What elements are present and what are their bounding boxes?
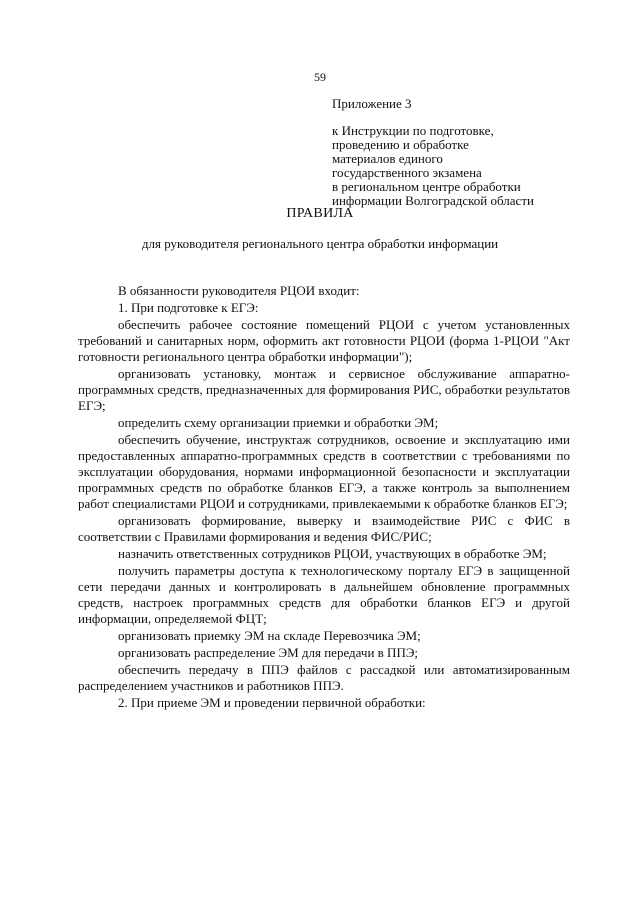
- paragraph: организовать установку, монтаж и сервисное обслуживание аппаратно-программных средств, предназначенных для формирования РИС, обработки результатов ЕГЭ;: [78, 366, 570, 413]
- appendix-line: информации Волгоградской области: [332, 193, 534, 208]
- paragraph: получить параметры доступа к технологическому порталу ЕГЭ в защищенной сети передачи данных и контролировать в дальнейшем обновление программных средств, настроек программных средств для обработки бланков ЕГЭ и другой информации, определяемой ФЦТ;: [78, 563, 570, 626]
- appendix-title: Приложение 3: [332, 96, 412, 111]
- paragraph: обеспечить передачу в ППЭ файлов с рассадкой или автоматизированным распределением участников и работников ППЭ.: [78, 662, 570, 693]
- section-heading-2: 2. При приеме ЭМ и проведении первичной обработки:: [118, 695, 426, 710]
- paragraph: организовать приемку ЭМ на складе Перевозчика ЭМ;: [118, 628, 421, 643]
- paragraph: определить схему организации приемки и обработки ЭМ;: [118, 415, 439, 430]
- paragraph: назначить ответственных сотрудников РЦОИ, участвующих в обработке ЭМ;: [118, 546, 547, 561]
- paragraph: обеспечить обучение, инструктаж сотрудников, освоение и эксплуатацию ими предоставленных аппаратно-программных средств в соответствии с требованиями по эксплуатации оборудования, нормами информационной безопасности и эксплуатации программных средств по обработке бланков ЕГЭ, а также контроль за выполнением работ специалистами РЦОИ и сотрудниками, привлекаемыми к обработке бланков ЕГЭ;: [78, 432, 570, 511]
- page-number: 59: [314, 70, 326, 84]
- document-title: ПРАВИЛА: [286, 206, 354, 221]
- appendix-line: проведению и обработке: [332, 137, 469, 152]
- paragraph: организовать формирование, выверку и взаимодействие РИС с ФИС в соответствии с Правилами формирования и ведения ФИС/РИС;: [78, 513, 570, 544]
- document-body: [78, 283, 570, 712]
- appendix-line: в региональном центре обработки: [332, 179, 521, 194]
- appendix-line: к Инструкции по подготовке,: [332, 123, 494, 138]
- paragraph: обеспечить рабочее состояние помещений РЦОИ с учетом установленных требований и санитарных норм, оформить акт готовности РЦОИ (форма 1-РЦОИ "Акт готовности регионального центра обработки информации");: [78, 317, 570, 364]
- section-heading-1: 1. При подготовке к ЕГЭ:: [118, 300, 259, 315]
- paragraph-intro: В обязанности руководителя РЦОИ входит:: [118, 283, 360, 298]
- appendix-line: государственного экзамена: [332, 165, 482, 180]
- document-subtitle: для руководителя регионального центра обработки информации: [141, 236, 499, 251]
- appendix-line: материалов единого: [332, 151, 443, 166]
- paragraph: организовать распределение ЭМ для передачи в ППЭ;: [118, 645, 419, 660]
- appendix-block: [332, 97, 612, 208]
